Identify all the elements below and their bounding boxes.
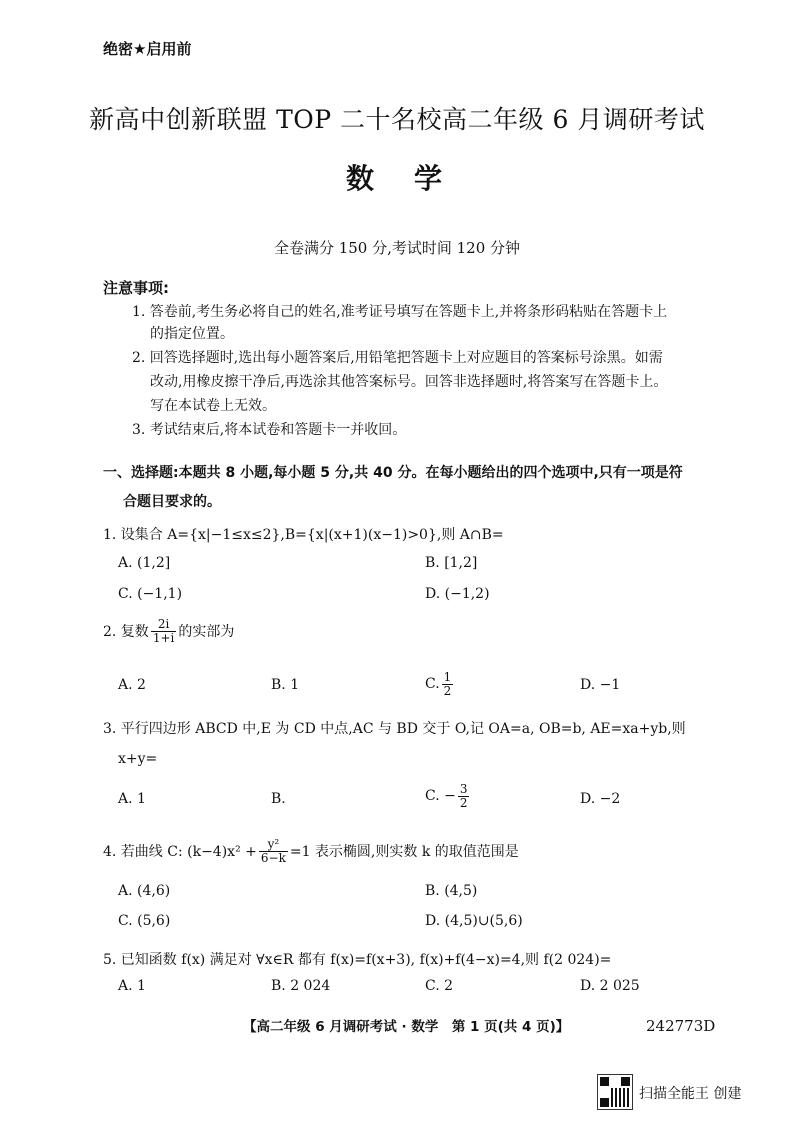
q3-option-c — [425, 783, 471, 809]
q5-option-a: A. 1 — [118, 978, 146, 994]
q3-option-c-label: C. − — [425, 788, 456, 805]
question-4-stem — [103, 838, 519, 864]
q4-suffix: =1 表示椭圆,则实数 k 的取值范围是 — [289, 844, 519, 861]
q2-option-d: D. −1 — [580, 677, 621, 693]
q3-c-den: 2 — [459, 795, 468, 810]
q2-prefix: 2. 复数 — [103, 624, 149, 641]
question-5-stem: 5. 已知函数 f(x) 满足对 ∀x∈R 都有 f(x)=f(x+3), f(x)+f(4−x)=4,则 f(2 024)= — [103, 952, 612, 968]
q2-frac-den: 1+i — [152, 630, 175, 645]
q5-option-c: C. 2 — [425, 978, 454, 994]
section-heading: 一、选择题:本题共 8 小题,每小题 5 分,共 40 分。在每小题给出的四个选项中,只有一项是符 — [103, 465, 683, 481]
q2-option-c-fraction — [442, 671, 454, 697]
note-line: 2. 回答选择题时,选出每小题答案后,用铅笔把答题卡上对应题目的答案标号涂黑。如需 — [132, 350, 663, 366]
q1-option-c: C. (−1,1) — [118, 586, 183, 602]
q3-option-b: B. — [271, 791, 286, 807]
note-line: 写在本试卷上无效。 — [150, 398, 276, 414]
exam-meta: 全卷满分 150 分,考试时间 120 分钟 — [273, 239, 521, 257]
q2-fraction — [151, 618, 177, 644]
page-footer: 【高二年级 6 月调研考试 · 数学 第 1 页(共 4 页)】 — [243, 1019, 570, 1035]
secret-label: 绝密★启用前 — [103, 40, 192, 58]
note-line: 改动,用橡皮擦干净后,再选涂其他答案标号。回答非选择题时,将答案写在答题卡上。 — [150, 374, 668, 390]
q5-option-b: B. 2 024 — [271, 978, 331, 994]
q3-option-d: D. −2 — [580, 791, 621, 807]
q4-option-c: C. (5,6) — [118, 913, 171, 929]
question-1-stem: 1. 设集合 A={x|−1≤x≤2},B={x|(x+1)(x−1)>0},则 A∩B= — [103, 527, 504, 543]
q3-option-a: A. 1 — [118, 791, 146, 807]
q4-frac-den: 6−k — [260, 850, 286, 865]
note-line: 1. 答卷前,考生务必将自己的姓名,准考证号填写在答题卡上,并将条形码粘贴在答题卡上 — [132, 304, 668, 320]
question-2-stem — [103, 618, 234, 644]
q2-c-num: 1 — [443, 670, 452, 684]
scanner-watermark: 扫描全能王 创建 — [639, 1086, 742, 1102]
paper-code: 242773D — [646, 1017, 716, 1035]
section-heading-cont: 合题目要求的。 — [123, 494, 221, 510]
question-3-stem: 3. 平行四边形 ABCD 中,E 为 CD 中点,AC 与 BD 交于 O,记 OA=a, OB=b, AE=xa+yb,则 — [103, 721, 686, 737]
note-line: 的指定位置。 — [150, 326, 234, 342]
note-line: 3. 考试结束后,将本试卷和答题卡一并收回。 — [132, 422, 407, 438]
q2-option-c-label: C. — [425, 676, 440, 693]
q4-option-d: D. (4,5)∪(5,6) — [425, 913, 523, 929]
q4-frac-num: y² — [259, 838, 288, 852]
q4-fraction — [259, 838, 288, 864]
q1-option-a: A. (1,2] — [118, 555, 171, 571]
q2-option-c — [425, 671, 455, 697]
qr-code-icon — [597, 1074, 633, 1110]
subject-title: 数 学 — [345, 162, 448, 195]
q4-option-a: A. (4,6) — [118, 883, 171, 899]
notes-heading: 注意事项: — [103, 279, 169, 297]
q4-option-b: B. (4,5) — [425, 883, 478, 899]
q2-option-a: A. 2 — [118, 677, 146, 693]
q2-suffix: 的实部为 — [178, 624, 235, 641]
q2-frac-num: 2i — [151, 618, 177, 632]
question-3-stem-cont: x+y= — [118, 751, 158, 767]
q2-option-b: B. 1 — [271, 677, 300, 693]
q3-c-num: 3 — [459, 782, 468, 796]
q5-option-d: D. 2 025 — [580, 978, 640, 994]
q3-option-c-fraction — [458, 783, 470, 809]
q1-option-d: D. (−1,2) — [425, 586, 490, 602]
q1-option-b: B. [1,2] — [425, 555, 478, 571]
q2-c-den: 2 — [443, 683, 452, 698]
q4-prefix: 4. 若曲线 C: (k−4)x² + — [103, 844, 257, 861]
exam-title: 新高中创新联盟 TOP 二十名校高二年级 6 月调研考试 — [89, 105, 705, 134]
